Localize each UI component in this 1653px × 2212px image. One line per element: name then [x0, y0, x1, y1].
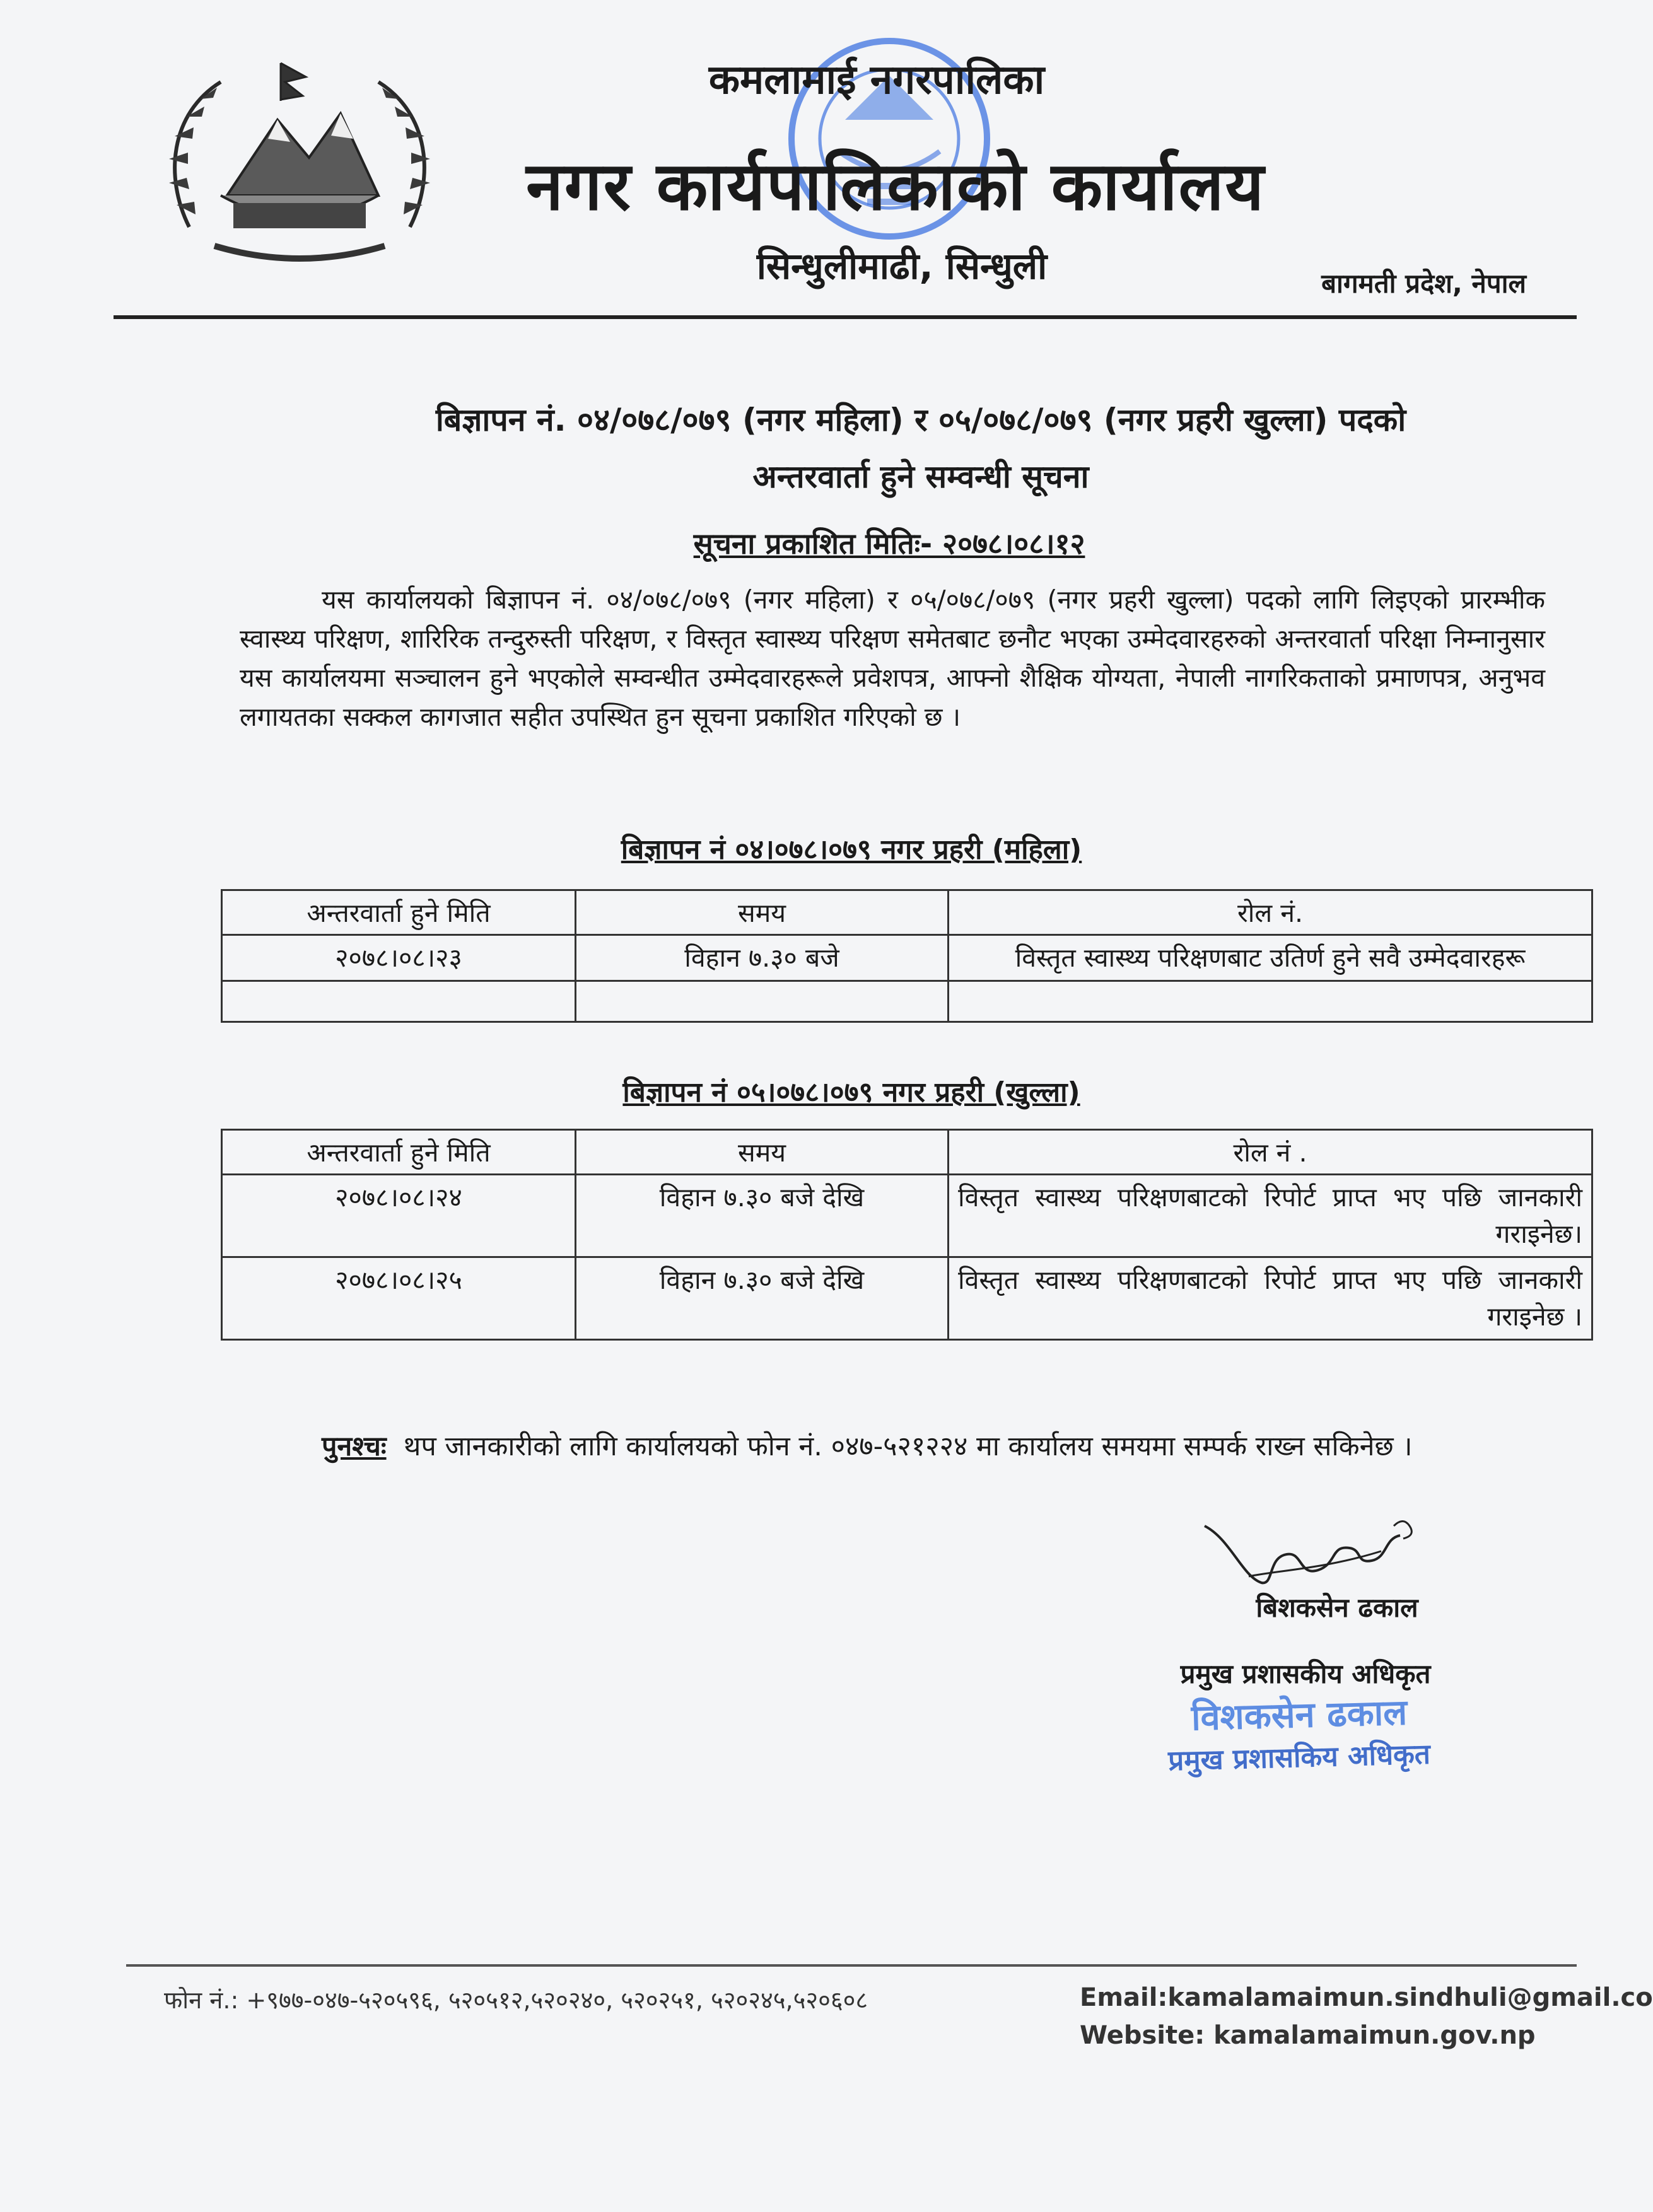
cell-date: २०७८।०८।२३: [222, 935, 576, 981]
cell-date: २०७८।०८।२५: [222, 1257, 576, 1340]
col-header-time: समय: [576, 1130, 949, 1175]
nepal-emblem-icon: [151, 38, 448, 277]
col-header-date: अन्तरवार्ता हुने मिति: [222, 890, 576, 935]
postscript-label: पुनश्चः: [322, 1431, 387, 1462]
signatory-title: प्रमुख प्रशासकीय अधिकृत: [1180, 1658, 1431, 1689]
notice-title-line1: बिज्ञापन नं. ०४/०७८/०७९ (नगर महिला) र ०५/०७८/०७९ (नगर प्रहरी खुल्ला) पदको: [435, 402, 1406, 438]
interview-schedule-table-1: [221, 889, 1593, 1023]
cell-time: विहान ७.३० बजे देखि: [576, 1175, 949, 1257]
office-name: नगर कार्यपालिकाको कार्यालय: [526, 148, 1265, 225]
footer-phone: फोन नं.: +९७७-०४७-५२०५९६, ५२०५१२,५२०२४०, ५२०२५१, ५२०२४५,५२०६०८: [164, 1986, 868, 2014]
stamp-title: प्रमुख प्रशासकिय अधिकृत: [1167, 1738, 1431, 1778]
footer-email: Email:kamalamaimun.sindhuli@gmail.co: [1080, 1983, 1653, 2012]
cell-roll: विस्तृत स्वास्थ्य परिक्षणबाटको रिपोर्ट प्राप्त भए पछि जानकारी गराइनेछ।: [949, 1175, 1592, 1257]
interview-schedule-table-2: [221, 1129, 1593, 1341]
table2-title: बिज्ञापन नं ०५।०७८।०७९ नगर प्रहरी (खुल्ला): [622, 1076, 1080, 1109]
published-date: सूचना प्रकाशित मितिः- २०७८।०८।१२: [693, 527, 1085, 561]
cell-date: २०७८।०८।२४: [222, 1175, 576, 1257]
table-row-empty: [222, 981, 1592, 1022]
cell-time: विहान ७.३० बजे: [576, 935, 949, 981]
col-header-date: अन्तरवार्ता हुने मिति: [222, 1130, 576, 1175]
notice-title-line2: अन्तरवार्ता हुने सम्वन्धी सूचना: [752, 458, 1089, 495]
footer-website: Website: kamalamaimun.gov.np: [1080, 2021, 1536, 2050]
postscript: [240, 1422, 1545, 1471]
footer-divider: [126, 1964, 1577, 1967]
table1-title: बिज्ञापन नं ०४।०७८।०७९ नगर प्रहरी (महिला): [621, 834, 1082, 866]
table-row: [222, 1175, 1592, 1257]
table-row: [222, 935, 1592, 981]
notice-body: यस कार्यालयको बिज्ञापन नं. ०४/०७८/०७९ (नगर महिला) र ०५/०७८/०७९ (नगर प्रहरी खुल्ला) पदको लागि लिइएको प्रारम्भीक स्वास्थ्य परिक्षण, शारिरिक तन्दुरुस्ती परिक्षण, र विस्तृत स्वास्थ्य परिक्षण समेतबाट छनौट भएका उम्मेदवारहरुको अन्तरवार्ता परिक्षा निम्नानुसार यस कार्यालयमा सञ्चालन हुने भएकोले सम्वन्धीत उम्मेदवारहरूले प्रवेशपत्र, आफ्नो शैक्षिक योग्यता, नेपाली नागरिकताको प्रमाणपत्र, अनुभव लगायतका सक्कल कागजात सहीत उपस्थित हुन सूचना प्रकाशित गरिएको छ ।: [240, 585, 1545, 732]
cell-time: विहान ७.३० बजे देखि: [576, 1257, 949, 1340]
postscript-text: थप जानकारीको लागि कार्यालयको फोन नं. ०४७-५२१२२४ मा कार्यालय समयमा सम्पर्क राख्न सकिनेछ ।: [403, 1431, 1413, 1462]
office-location: सिन्धुलीमाढी, सिन्धुली: [756, 245, 1048, 288]
province-name: बागमती प्रदेश, नेपाल: [1321, 268, 1526, 299]
header-divider: [114, 315, 1577, 319]
cell-roll: [949, 981, 1592, 1022]
signatory-name: बिशकसेन ढकाल: [1256, 1592, 1418, 1623]
cell-roll: विस्तृत स्वास्थ्य परिक्षणबाटको रिपोर्ट प्राप्त भए पछि जानकारी गराइनेछ ।: [949, 1257, 1592, 1340]
col-header-roll: रोल नं.: [949, 890, 1592, 935]
table-header-row: [222, 890, 1592, 935]
col-header-time: समय: [576, 890, 949, 935]
table-row: [222, 1257, 1592, 1340]
handwritten-signature-icon: [1192, 1501, 1432, 1595]
col-header-roll: रोल नं .: [949, 1130, 1592, 1175]
table-header-row: [222, 1130, 1592, 1175]
municipality-name: कमलामाई नगरपालिका: [708, 57, 1045, 103]
cell-date: [222, 981, 576, 1022]
cell-roll: विस्तृत स्वास्थ्य परिक्षणबाट उतिर्ण हुने सवै उम्मेदवारहरू: [949, 935, 1592, 981]
stamp-name: विशकसेन ढकाल: [1191, 1692, 1408, 1739]
cell-time: [576, 981, 949, 1022]
